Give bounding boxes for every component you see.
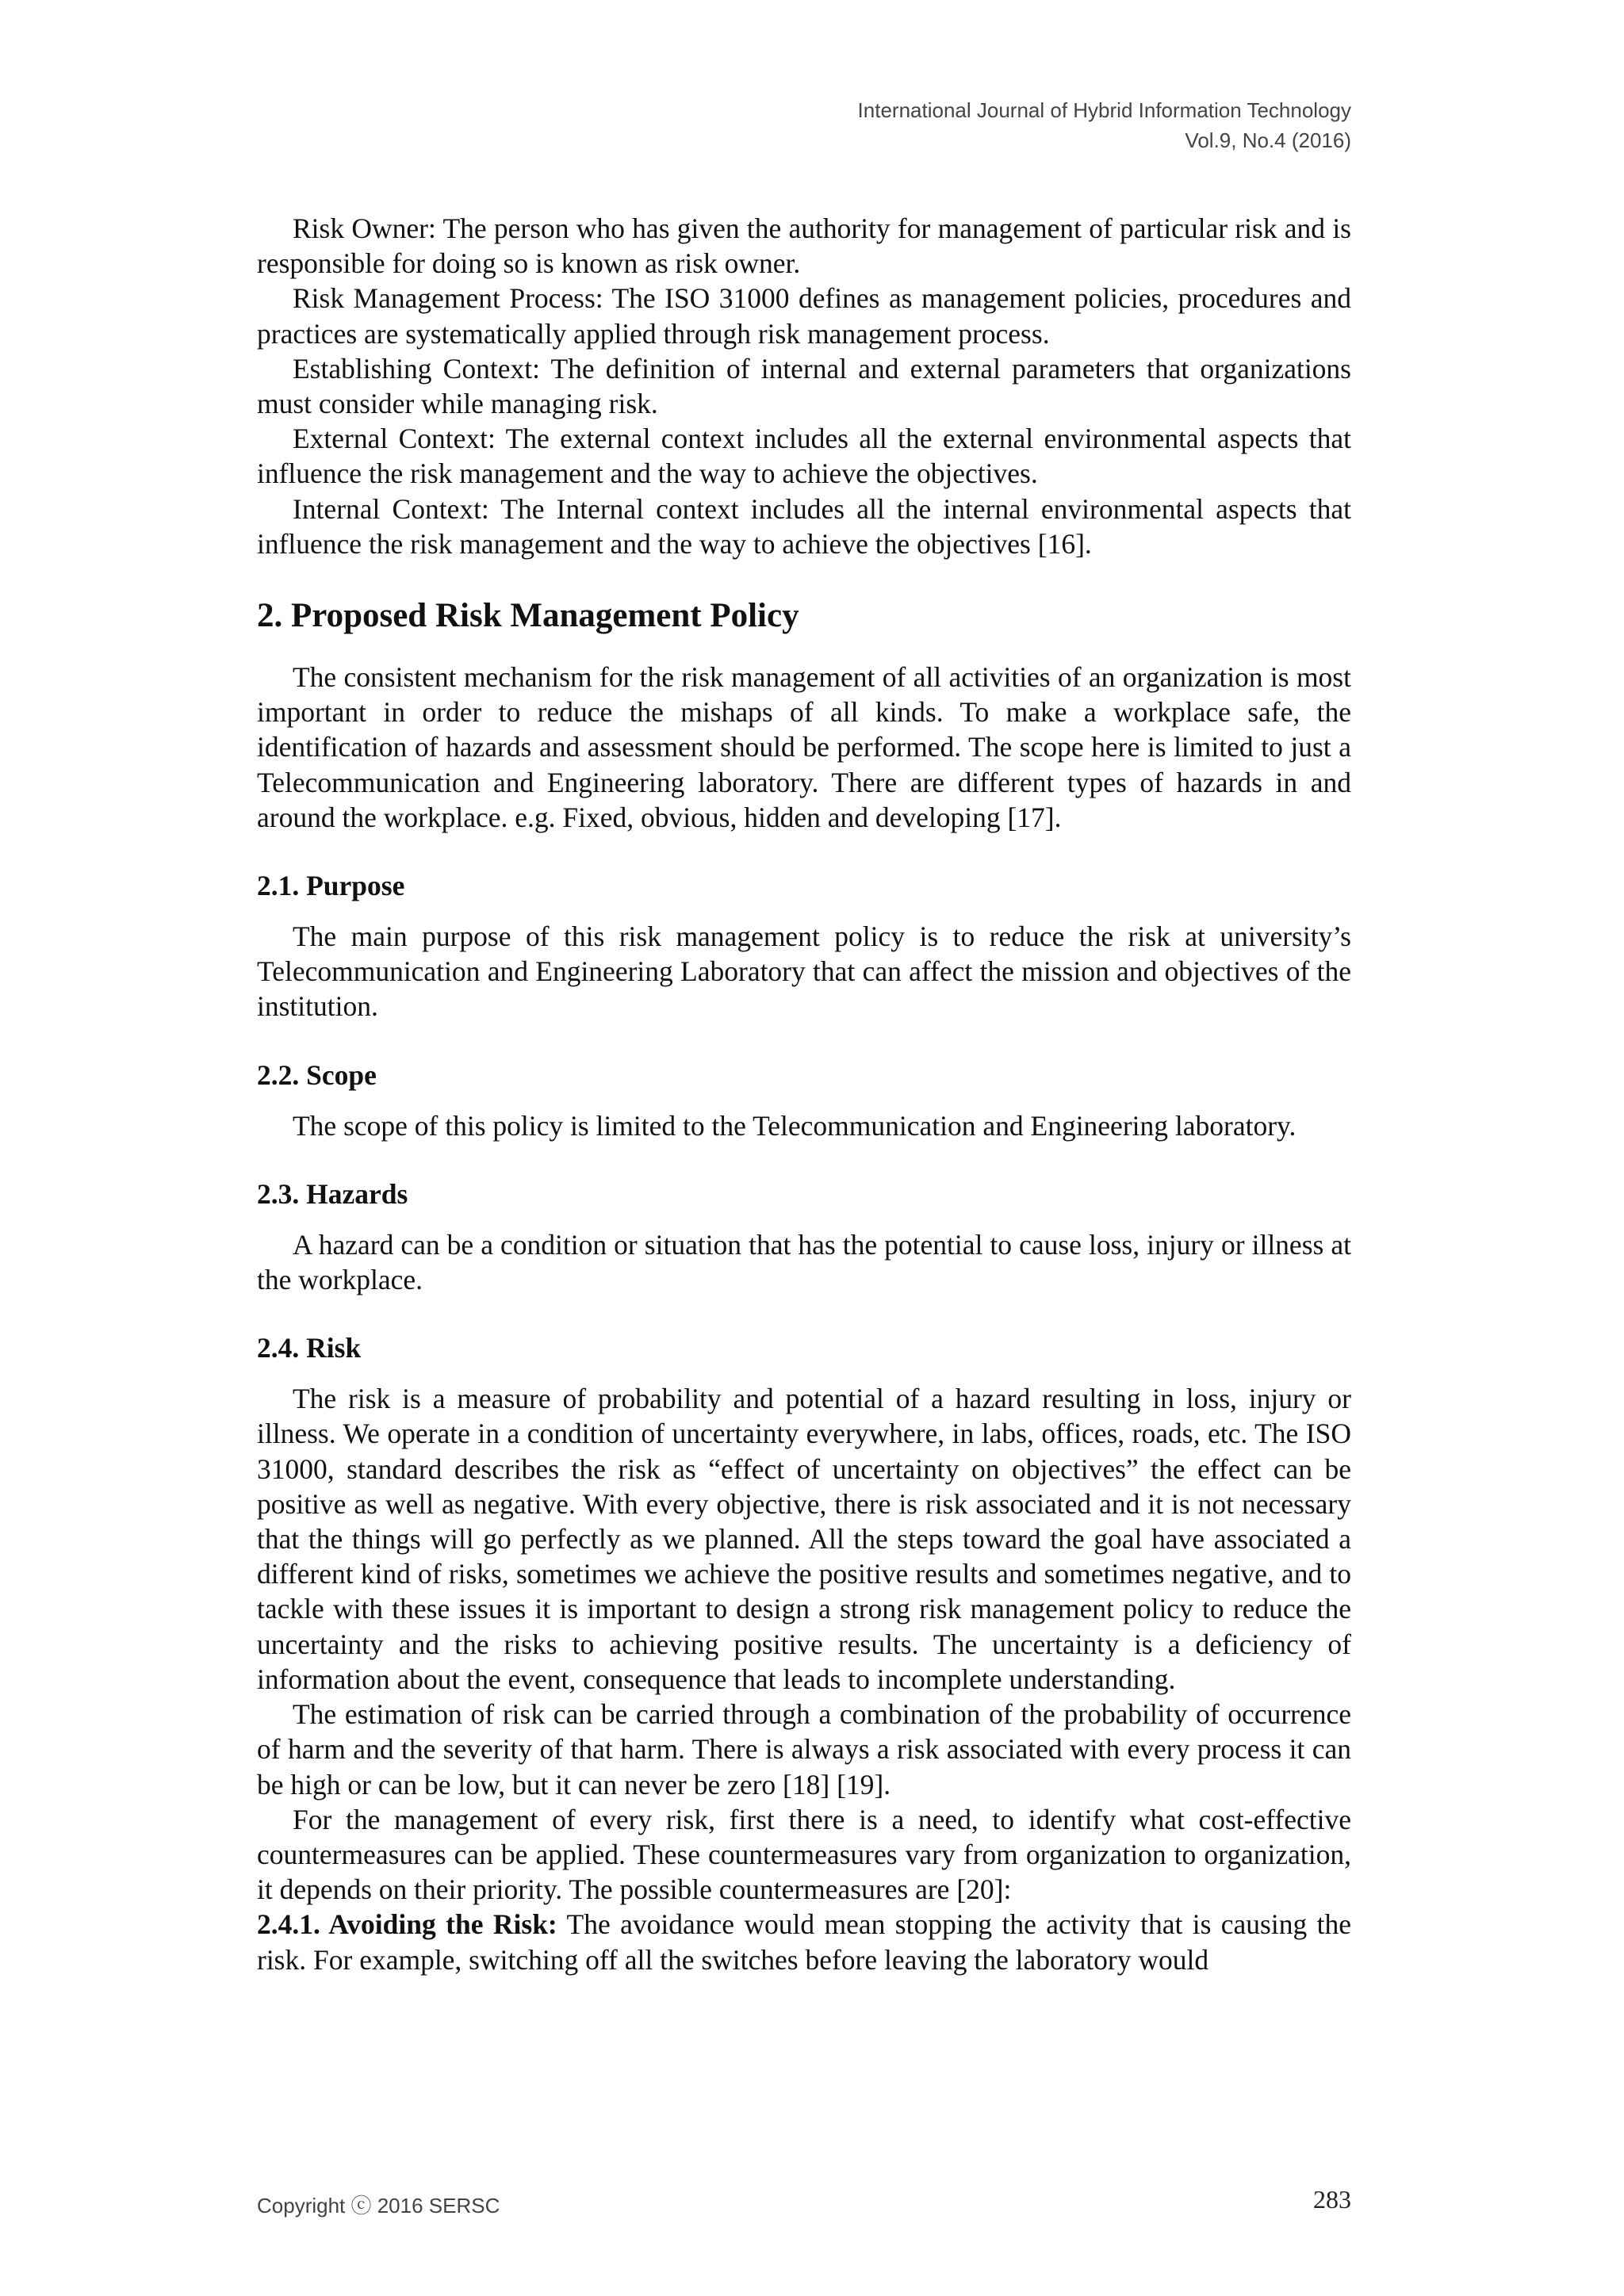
page-number: 283 (1313, 2185, 1351, 2214)
journal-volume: Vol.9, No.4 (2016) (1185, 128, 1351, 152)
section-2-4-paragraph-2: The estimation of risk can be carried through a combination of the probability of occurrence of harm and the severity of that harm. There is always a risk associated with every process it can be high or can be low, but it can never be zero [18] [19]. (257, 1698, 1351, 1800)
section-2-4-paragraph-3: For the management of every risk, first there is a need, to identify what cost-effective countermeasures can be applied. These countermeasures vary from organization to organization, it depends on their priority. The possible countermeasures are [20]: (257, 1803, 1351, 1906)
section-2-4-1-paragraph (257, 1907, 1351, 1976)
copyright-notice: Copyright ⓒ 2016 SERSC (257, 2194, 500, 2218)
section-2-4-paragraph-1: The risk is a measure of probability and potential of a hazard resulting in loss, injury or illness. We operate in a condition of uncertainty everywhere, in labs, offices, roads, etc. The ISO 31000, standard describes the risk as “effect of uncertainty on objectives” the effect can be positive as well as negative. With every objective, there is risk associated and it is not necessary that the things will go perfectly as we planned. All the steps toward the goal have associated a different kind of risks, sometimes we achieve the positive results and sometimes negative, and to tackle with these issues it is important to design a strong risk management policy to reduce the uncertainty and the risks to achieving positive results. The uncertainty is a deficiency of information about the event, consequence that leads to incomplete understanding. (257, 1383, 1351, 1695)
definition-external-context: External Context: The external context includes all the external environmental aspects that influence the risk management and the way to achieve the objectives. (257, 423, 1351, 490)
section-2-3-body: A hazard can be a condition or situation that has the potential to cause loss, injury or illness at the workplace. (257, 1228, 1351, 1296)
definition-establishing-context: Establishing Context: The definition of internal and external parameters that organizations must consider while managing risk. (257, 352, 1351, 420)
section-2-1-body: The main purpose of this risk management policy is to reduce the risk at university’s Telecommunication and Engineering Laboratory that can affect the mission and objectives of the institution. (257, 920, 1351, 1023)
section-2-4-1-heading: 2.4.1. Avoiding the Risk: (257, 1908, 557, 1941)
running-header (858, 95, 1351, 155)
definition-risk-management-process: Risk Management Process: The ISO 31000 defines as management policies, procedures and practices are systematically applied through risk management process. (257, 282, 1351, 350)
section-2-2-body: The scope of this policy is limited to the Telecommunication and Engineering laboratory. (293, 1109, 1297, 1142)
section-2-heading: 2. Proposed Risk Management Policy (257, 597, 799, 635)
section-2-body: The consistent mechanism for the risk management of all activities of an organization is most important in order to reduce the mishaps of all kinds. To make a workplace safe, the identification of hazards and assessment should be performed. The scope here is limited to just a Telecommunication and Engineering laboratory. There are different types of hazards in and around the workplace. e.g. Fixed, obvious, hidden and developing [17]. (257, 661, 1351, 833)
section-2-4-heading: 2.4. Risk (257, 1332, 362, 1364)
journal-title: International Journal of Hybrid Information Technology (857, 98, 1351, 122)
page-content (257, 211, 1351, 1977)
definition-internal-context: Internal Context: The Internal context includes all the internal environmental aspects that influence the risk management and the way to achieve the objectives [16]. (257, 492, 1351, 560)
section-2-2-heading: 2.2. Scope (257, 1058, 377, 1091)
section-2-3-heading: 2.3. Hazards (257, 1177, 408, 1210)
definition-risk-owner: Risk Owner: The person who has given the authority for management of particular risk and is responsible for doing so is known as risk owner. (257, 212, 1351, 280)
section-2-4-1-body: The avoidance would mean stopping the activity that is causing the risk. For example, switching off all the switches before leaving the laboratory would (257, 1908, 1351, 1976)
section-2-1-heading: 2.1. Purpose (257, 870, 405, 902)
